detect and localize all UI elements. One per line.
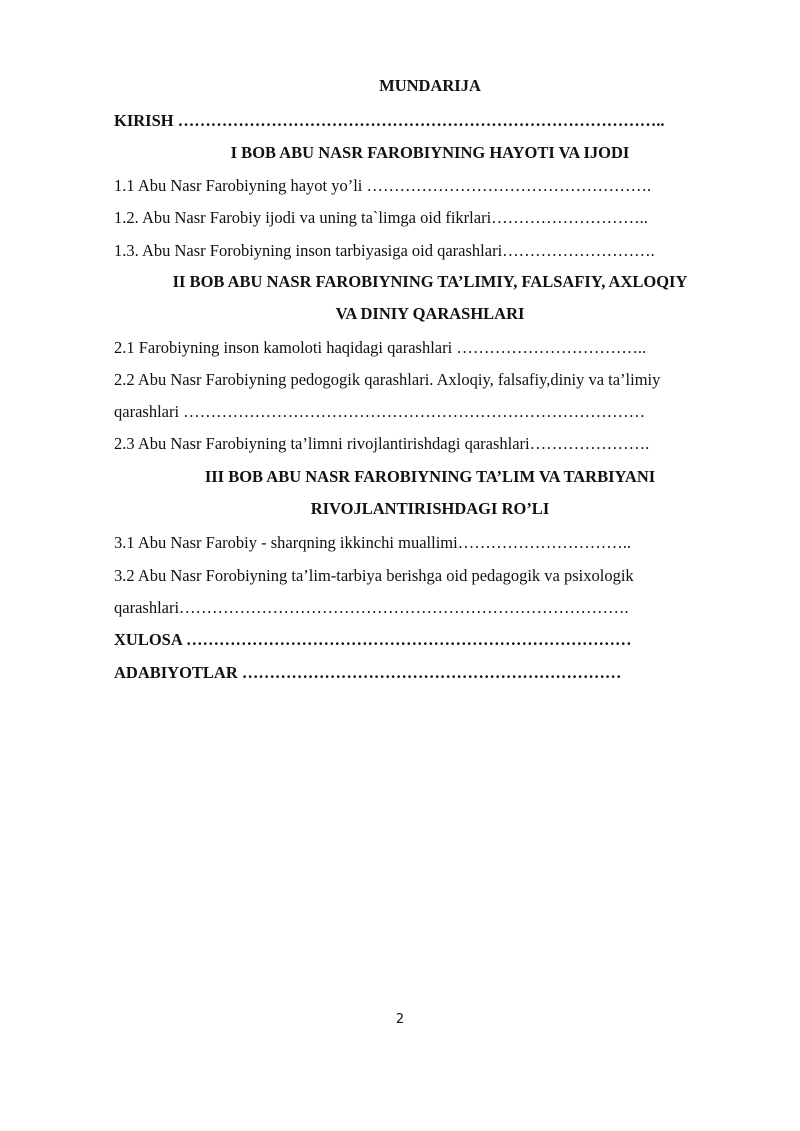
toc-chapter-2-line-2: VA DINIY QARASHLARI bbox=[335, 304, 525, 323]
toc-chapter-1: I BOB ABU NASR FAROBIYNING HAYOTI VA IJODI bbox=[230, 143, 630, 162]
toc-chapter-3-line-1: III BOB ABU NASR FAROBIYNING TA’LIM VA TARBIYANI bbox=[204, 467, 656, 486]
toc-entry-3-2-line-1: 3.2 Abu Nasr Forobiyning ta’lim-tarbiya berishga oid pedagogik va psixologik bbox=[114, 566, 634, 585]
toc-entry-2-1: 2.1 Farobiyning inson kamoloti haqidagi qarashlari …………………………….. bbox=[114, 338, 647, 357]
toc-entry-2-2-line-1: 2.2 Abu Nasr Farobiyning pedogogik qarashlari. Axloqiy, falsafiy,diniy va ta’limiy bbox=[114, 370, 661, 389]
toc-entry-1-3: 1.3. Abu Nasr Forobiyning inson tarbiyasiga oid qarashlari………………………. bbox=[114, 241, 655, 260]
toc-entry-1-1: 1.1 Abu Nasr Farobiyning hayot yo’li ……………………………………………. bbox=[114, 176, 652, 195]
page-number: 2 bbox=[395, 1012, 405, 1027]
toc-chapter-2-line-1: II BOB ABU NASR FAROBIYNING TA’LIMIY, FALSAFIY, AXLOQIY bbox=[172, 272, 688, 291]
toc-entry-kirish: KIRISH …………………………………………………………………………….. bbox=[114, 111, 665, 130]
toc-entry-3-2-line-2: qarashlari………………………………………………………………………. bbox=[114, 598, 629, 617]
toc-entry-3-1: 3.1 Abu Nasr Farobiy - sharqning ikkinchi muallimi………………………….. bbox=[114, 533, 631, 552]
toc-entry-xulosa: XULOSA ……………………………………………………………………… bbox=[114, 630, 632, 649]
toc-title: MUNDARIJA bbox=[379, 76, 481, 95]
toc-entry-1-2: 1.2. Abu Nasr Farobiy ijodi va uning ta`limga oid fikrlari……………………….. bbox=[114, 208, 648, 227]
toc-entry-adabiyotlar: ADABIYOTLAR …………………………………………………………… bbox=[114, 663, 622, 682]
toc-entry-2-2-line-2: qarashlari ………………………………………………………………………… bbox=[114, 402, 646, 421]
toc-entry-2-3: 2.3 Abu Nasr Farobiyning ta’limni rivojlantirishdagi qarashlari…………………. bbox=[114, 434, 650, 453]
toc-chapter-3-line-2: RIVOJLANTIRISHDAGI RO’LI bbox=[310, 499, 550, 518]
